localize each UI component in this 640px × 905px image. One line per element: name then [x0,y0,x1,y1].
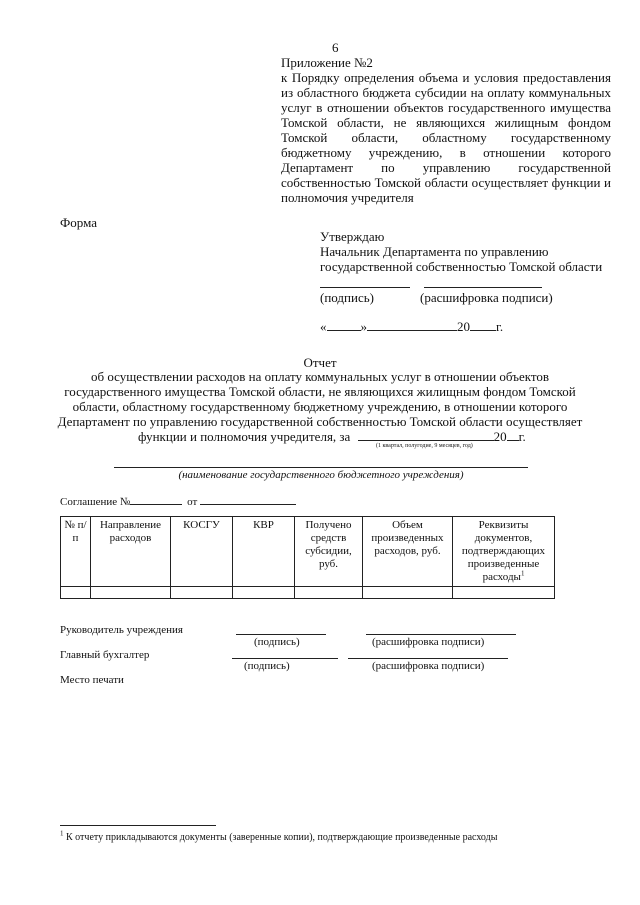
date-year-prefix: 20 [457,319,470,334]
header-cell-kvr: КВР [233,517,295,587]
header-footnote-mark: 1 [520,569,525,578]
table-cell[interactable] [233,587,295,599]
approval-date [320,318,503,334]
approval-line: Начальник Департамента по управлению [320,244,549,259]
approval-title: Утверждаю [320,229,385,244]
header-cell-documents [453,517,555,587]
accountant-sign-label: (подпись) [244,660,290,672]
date-month-field[interactable] [367,318,457,331]
appendix-line: к Порядку определения объема и условия предоставления [281,70,611,85]
accountant-decode-label: (расшифровка подписи) [372,660,485,672]
accountant-label: Главный бухгалтер [60,649,150,661]
report-last-line [138,428,526,444]
report-body [30,369,610,429]
report-title: Отчет [303,355,337,370]
agreement-number-field[interactable] [130,494,182,505]
form-label: Форма [60,215,97,230]
table-cell[interactable] [453,587,555,599]
approval-block [320,229,620,274]
appendix-line: Департамент по управлению государственной [281,160,611,175]
head-sign-line[interactable] [236,634,326,635]
table-header-row [61,517,555,587]
agreement-from: от [187,496,198,508]
header-cell-direction: Направление расходов [91,517,171,587]
agreement-line [60,494,296,509]
footnote-mark: 1 [60,829,64,838]
institution-hint: (наименование государственного бюджетного учреждения) [178,469,464,481]
approval-sign-label: (подпись) [320,290,374,305]
report-period-hint: (1 квартал, полугодие, 9 месяцев, год) [376,443,473,449]
report-year-field[interactable] [507,428,519,441]
report-period-suffix: г. [518,429,526,444]
header-cell-volume: Объем произведенных расходов, руб. [363,517,453,587]
report-period-field[interactable] [358,428,494,441]
header-cell-number: № п/п [61,517,91,587]
appendix-line: полномочия учредителя [281,190,414,205]
page-number: 6 [332,40,339,55]
accountant-decode-line[interactable] [348,658,508,659]
report-period-year: 20 [493,429,507,444]
header-cell-kosgu: КОСГУ [171,517,233,587]
date-quote-open: « [320,319,327,334]
date-day-field[interactable] [327,318,361,331]
approval-line: государственной собственностью Томской области [320,259,603,274]
head-decode-label: (расшифровка подписи) [372,636,485,648]
report-line: государственного имущества Томской области, не являющихся жилищным фондом Томской [64,384,576,399]
table-cell[interactable] [171,587,233,599]
stamp-label: Место печати [60,674,124,686]
date-suffix: г. [496,319,504,334]
table-cell[interactable] [61,587,91,599]
report-line: об осуществлении расходов на оплату коммунальных услуг в отношении объектов [90,369,550,384]
header-cell-received: Получено средств субсидии, руб. [295,517,363,587]
appendix-line: услуг в отношении объектов государственного имущества [281,100,611,115]
agreement-label: Соглашение № [60,496,131,508]
footnote-separator [60,825,216,826]
date-quote-close: » [360,319,367,334]
table-cell[interactable] [363,587,453,599]
appendix-line: из областного бюджета субсидии на оплату коммунальных [281,85,611,100]
report-last-text: функции и полномочия учредителя, за [138,429,351,444]
header-documents-text: Реквизиты документов, подтверждающих произведенные расходы [461,519,546,583]
appendix-title: Приложение №2 [281,55,373,70]
appendix-block [281,55,611,205]
agreement-date-field[interactable] [200,494,296,505]
approval-decode-line[interactable] [424,287,542,288]
appendix-line: Томской области, областному государственному [281,130,611,145]
approval-sign-line[interactable] [320,287,410,288]
institution-name-line[interactable] [114,467,528,468]
head-decode-line[interactable] [366,634,516,635]
date-year-field[interactable] [470,318,496,331]
head-sign-label: (подпись) [254,636,300,648]
table-row [61,587,555,599]
appendix-line: бюджетному учреждению, в отношении которого [281,145,611,160]
appendix-line: собственностью Томской области осуществляет функции и [281,175,611,190]
appendix-line: Томской области, не являющихся жилищным фондом [281,115,611,130]
report-line: области, областному государственному бюджетному учреждению, в отношении которого [72,399,568,414]
footnote [60,829,498,844]
footnote-text: К отчету прикладываются документы (заверенные копии), подтверждающие произведенные расходы [63,832,498,843]
report-table [60,516,555,599]
report-line: Департамент по управлению государственной собственностью Томской области осуществляет [57,414,583,429]
approval-decode-label: (расшифровка подписи) [420,290,553,305]
table-cell[interactable] [295,587,363,599]
head-label: Руководитель учреждения [60,624,183,636]
accountant-sign-line[interactable] [232,658,338,659]
table-cell[interactable] [91,587,171,599]
